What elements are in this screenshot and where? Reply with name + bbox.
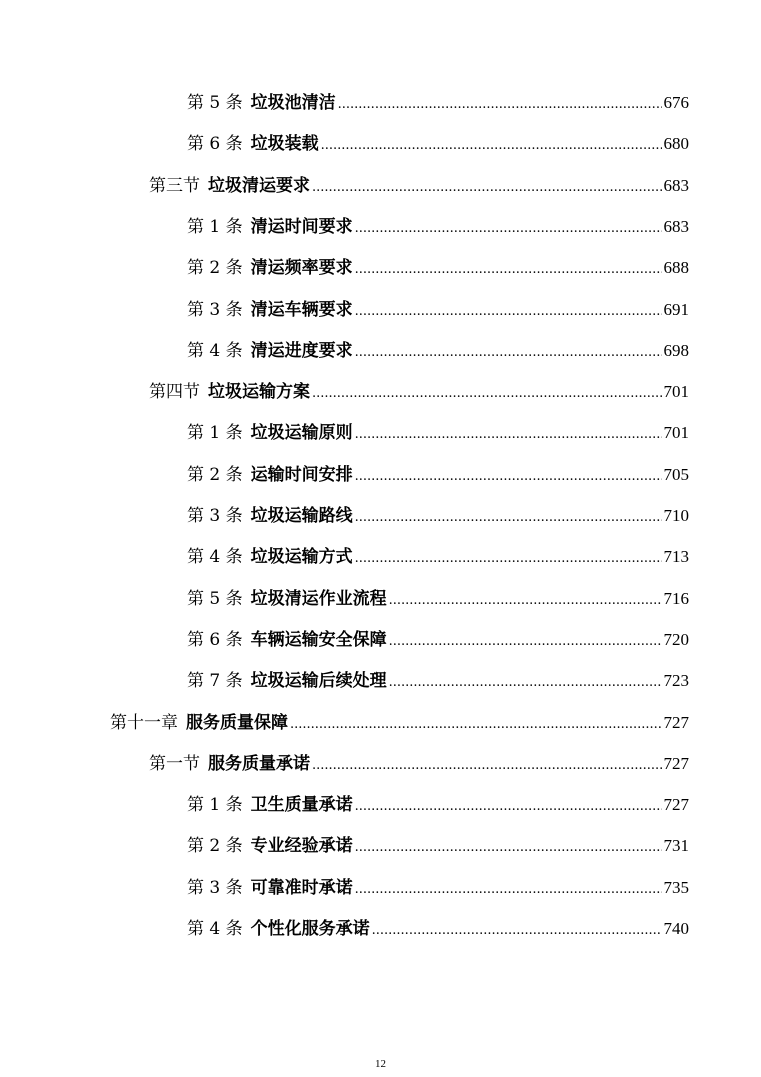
toc-entry-page: 698: [663, 340, 689, 360]
toc-dot-leader: [355, 256, 662, 284]
toc-entry-title: 服务质量保障: [186, 712, 288, 733]
toc-entry-number: 第 3 条: [187, 877, 243, 898]
toc-dot-leader: [355, 215, 662, 243]
toc-entry-number: 第 4 条: [187, 340, 243, 361]
toc-entry[interactable]: [110, 709, 689, 737]
toc-entry-page: 701: [663, 423, 689, 443]
toc-entry-page: 683: [663, 175, 689, 195]
toc-entry-title: 清运进度要求: [250, 340, 353, 361]
toc-entry-number: 第 5 条: [187, 588, 243, 609]
toc-entry-title: 垃圾装载: [250, 134, 319, 155]
toc-entry-page: 680: [663, 134, 689, 154]
page-number: 12: [375, 1058, 386, 1070]
toc-entry-title: 个性化服务承诺: [250, 919, 370, 939]
toc-dot-leader: [355, 545, 662, 573]
toc-entry-number: 第 3 条: [187, 506, 243, 526]
toc-entry-number: 第 3 条: [187, 299, 243, 320]
toc-entry-number: 第 7 条: [187, 671, 243, 692]
toc-entry-title: 运输时间安排: [250, 464, 353, 485]
toc-entry-page: 727: [663, 712, 689, 732]
toc-entry-page: 716: [663, 588, 689, 608]
toc-entry-number: 第 6 条: [187, 134, 243, 155]
toc-dot-leader: [321, 132, 662, 160]
toc-entry[interactable]: [187, 89, 689, 117]
toc-entry-number: 第四节: [149, 382, 200, 403]
toc-dot-leader: [355, 793, 662, 821]
toc-entry-page: 720: [663, 629, 689, 649]
toc-entry-title: 车辆运输安全保障: [250, 629, 387, 650]
toc-entry-page: 713: [663, 547, 689, 567]
toc-entry[interactable]: [187, 543, 689, 571]
toc-entry-page: 735: [663, 877, 689, 897]
toc-entry-title: 专业经验承诺: [250, 836, 353, 857]
toc-entry[interactable]: [149, 378, 689, 406]
toc-entry[interactable]: [187, 337, 689, 365]
toc-entry[interactable]: [149, 172, 689, 200]
toc-entry-page: 727: [663, 795, 689, 815]
toc-entry-number: 第 1 条: [187, 216, 243, 237]
toc-dot-leader: [372, 917, 662, 945]
toc-entry-number: 第 4 条: [187, 919, 243, 939]
toc-dot-leader: [355, 504, 662, 532]
toc-entry-page: 701: [663, 382, 689, 402]
toc-entry-page: 710: [663, 506, 689, 525]
toc-entry-page: 683: [663, 216, 689, 236]
toc-entry-title: 垃圾清运作业流程: [250, 588, 387, 609]
toc-entry-title: 垃圾清运要求: [208, 175, 310, 196]
toc-entry[interactable]: [187, 585, 689, 613]
toc-entry[interactable]: [187, 296, 689, 324]
toc-dot-leader: [355, 421, 662, 449]
toc-dot-leader: [312, 752, 662, 780]
toc-entry-title: 清运车辆要求: [250, 299, 353, 320]
toc-entry-number: 第 4 条: [187, 547, 243, 568]
toc-entry-number: 第 2 条: [187, 258, 243, 279]
toc-entry[interactable]: [187, 130, 689, 158]
toc-entry-number: 第 1 条: [187, 795, 243, 816]
toc-entry-title: 服务质量承诺: [208, 753, 310, 774]
toc-entry-number: 第三节: [149, 175, 200, 196]
toc-dot-leader: [312, 380, 662, 408]
toc-dot-leader: [312, 174, 662, 202]
toc-entry[interactable]: [187, 832, 689, 860]
toc-entry-title: 卫生质量承诺: [250, 795, 353, 816]
toc-entry-number: 第 2 条: [187, 836, 243, 857]
toc-entry-title: 垃圾运输方案: [208, 382, 310, 403]
toc-dot-leader: [355, 339, 662, 367]
toc-entry-number: 第 2 条: [187, 464, 243, 485]
toc-entry-title: 可靠准时承诺: [250, 877, 353, 898]
toc-dot-leader: [389, 669, 662, 697]
toc-entry[interactable]: [149, 750, 689, 778]
toc-entry-page: 691: [663, 299, 689, 319]
toc-dot-leader: [355, 463, 662, 491]
toc-entry-title: 垃圾运输原则: [250, 423, 353, 444]
toc-entry-title: 清运时间要求: [250, 216, 353, 237]
toc-entry[interactable]: [187, 419, 689, 447]
toc-entry-page: 731: [663, 836, 689, 856]
toc-dot-leader: [290, 711, 662, 739]
toc-entry-title: 清运频率要求: [250, 258, 353, 279]
toc-entry[interactable]: [187, 667, 689, 695]
toc-dot-leader: [355, 876, 662, 904]
toc-dot-leader: [355, 834, 662, 862]
toc-entry[interactable]: [187, 915, 689, 943]
toc-entry-number: 第 6 条: [187, 629, 243, 650]
toc-entry[interactable]: [187, 791, 689, 819]
toc-entry-title: 垃圾运输方式: [250, 547, 353, 568]
toc-entry-page: 727: [663, 753, 689, 773]
toc-entry-title: 垃圾运输路线: [250, 506, 353, 526]
toc-entry-number: 第 1 条: [187, 423, 243, 444]
toc-entry-title: 垃圾池清洁: [250, 93, 336, 113]
toc-entry-number: 第 5 条: [187, 93, 243, 113]
toc-dot-leader: [389, 587, 662, 615]
toc-dot-leader: [355, 298, 662, 326]
toc-entry[interactable]: [187, 213, 689, 241]
toc-entry-title: 垃圾运输后续处理: [250, 671, 387, 692]
toc-entry[interactable]: [187, 502, 689, 530]
toc-entry-page: 705: [663, 464, 689, 484]
toc-entry[interactable]: [187, 461, 689, 489]
toc-entry-number: 第十一章: [110, 712, 178, 733]
toc-entry[interactable]: [187, 254, 689, 282]
toc-dot-leader: [389, 628, 662, 656]
toc-entry[interactable]: [187, 874, 689, 902]
toc-entry-number: 第一节: [149, 753, 200, 774]
toc-entry-page: 688: [663, 258, 689, 278]
toc-entry-page: 740: [663, 919, 689, 938]
toc-entry-page: 676: [663, 93, 689, 112]
toc-entry-page: 723: [663, 671, 689, 691]
toc-dot-leader: [338, 91, 662, 119]
toc-entry[interactable]: [187, 626, 689, 654]
